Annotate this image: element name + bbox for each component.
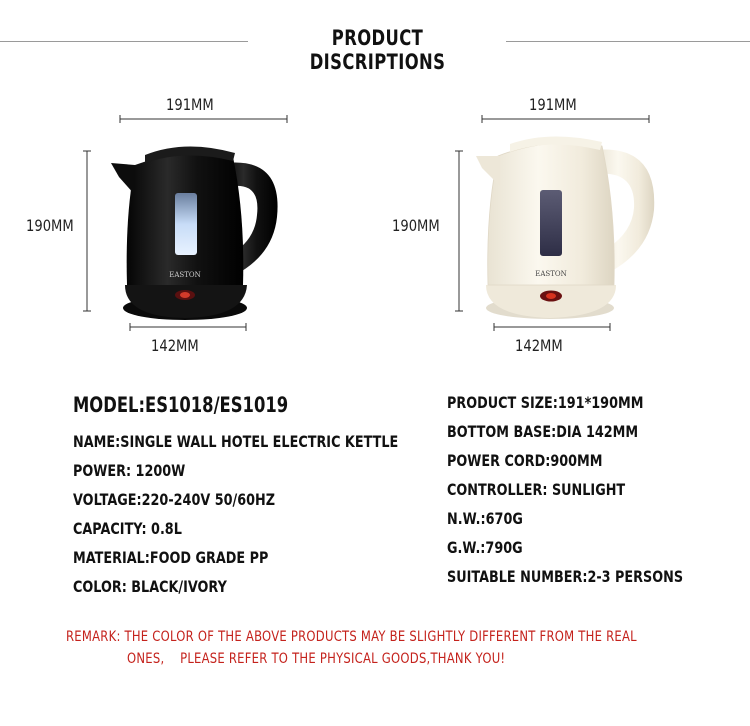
spec-net-weight: N.W.:670G	[447, 509, 523, 528]
remark-line-1: REMARK: THE COLOR OF THE ABOVE PRODUCTS MAY BE SLIGHTLY DIFFERENT FROM THE REAL	[66, 629, 637, 645]
remark-line-2: ONES, PLEASE REFER TO THE PHYSICAL GOODS,THANK YOU!	[127, 651, 506, 667]
kettle-2-height-label: 190MM	[392, 216, 440, 235]
kettle-1-brand: EASTON	[169, 271, 201, 279]
spec-bottom-base: BOTTOM BASE:DIA 142MM	[447, 422, 639, 441]
spec-product-size: PRODUCT SIZE:191*190MM	[447, 393, 644, 412]
spec-voltage: VOLTAGE:220-240V 50/60HZ	[73, 490, 276, 509]
black-kettle-image	[105, 135, 305, 325]
spec-name: NAME:SINGLE WALL HOTEL ELECTRIC KETTLE	[73, 432, 399, 451]
kettle-2-width-label: 191MM	[529, 95, 577, 114]
page-title: PRODUCT DISCRIPTIONS	[309, 26, 446, 74]
spec-color: COLOR: BLACK/IVORY	[73, 577, 227, 596]
spec-material: MATERIAL:FOOD GRADE PP	[73, 548, 269, 567]
ivory-kettle-image	[470, 130, 670, 325]
kettle-2-base-label: 142MM	[515, 336, 563, 355]
spec-power: POWER: 1200W	[73, 461, 186, 480]
kettle-1-width-label: 191MM	[166, 95, 214, 114]
kettle-1-base-label: 142MM	[151, 336, 199, 355]
spec-power-cord: POWER CORD:900MM	[447, 451, 603, 470]
spec-suitable-number: SUITABLE NUMBER:2-3 PERSONS	[447, 567, 684, 586]
spec-capacity: CAPACITY: 0.8L	[73, 519, 182, 538]
kettle-1-height-label: 190MM	[26, 216, 74, 235]
model-number: MODEL:ES1018/ES1019	[73, 393, 289, 417]
spec-controller: CONTROLLER: SUNLIGHT	[447, 480, 626, 499]
kettle-2-brand: EASTON	[535, 270, 567, 278]
spec-gross-weight: G.W.:790G	[447, 538, 523, 557]
